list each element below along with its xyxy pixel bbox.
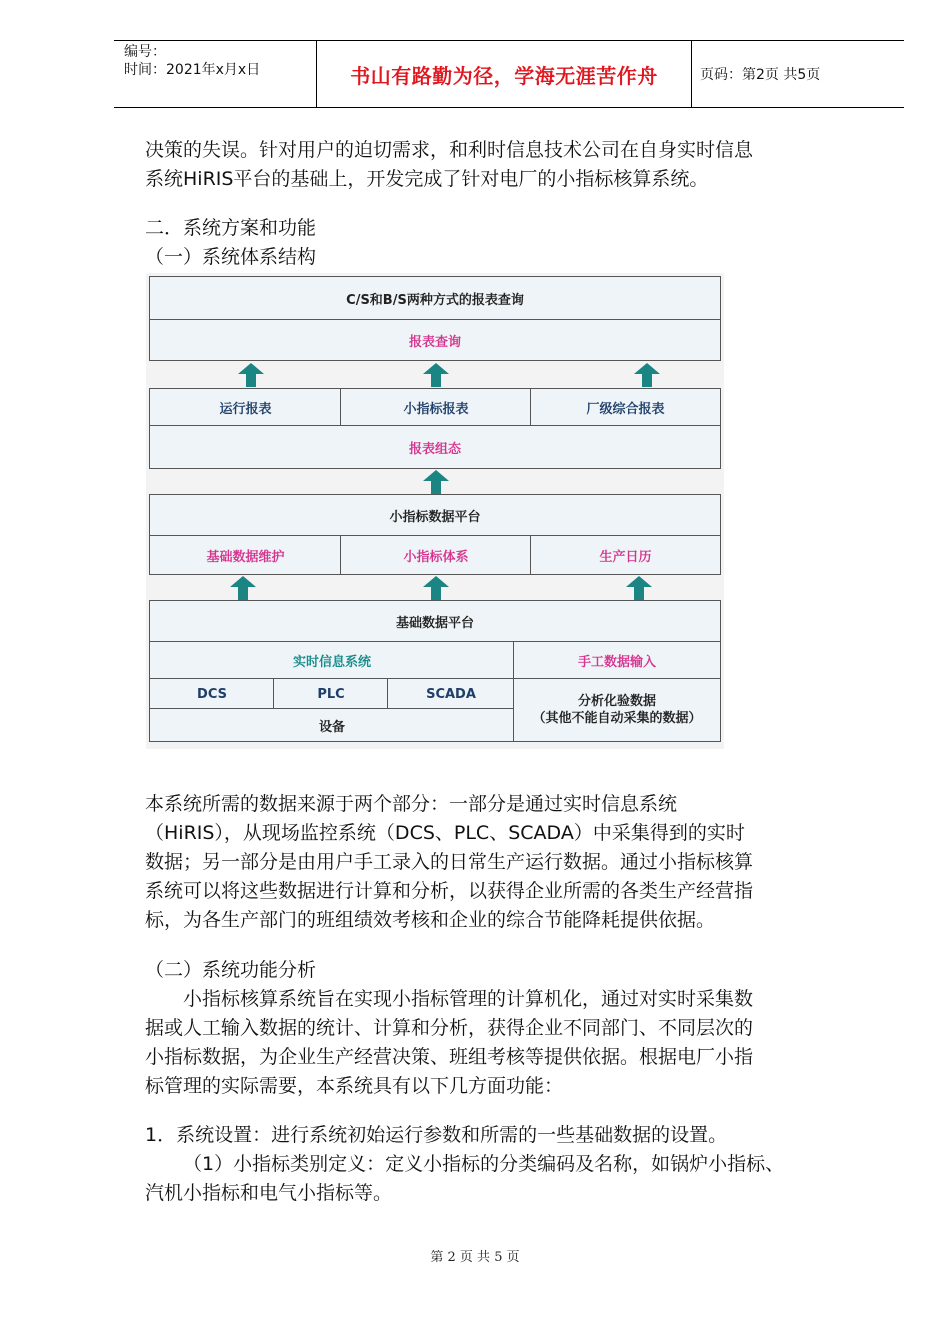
subsection2-heading: （二）系统功能分析 xyxy=(145,959,317,981)
text-line: 小指标核算系统旨在实现小指标管理的计算机化，通过对实时采集数 xyxy=(183,988,754,1010)
diagram-index-system: 小指标体系 xyxy=(340,535,532,575)
diagram-dcs: DCS xyxy=(149,678,275,710)
text-line: （HiRIS），从现场监控系统（DCS、PLC、SCADA）中采集得到的实时 xyxy=(145,822,745,844)
doc-time-label: 时间：2021年x月x日 xyxy=(124,62,261,78)
up-arrow-icon xyxy=(230,576,256,600)
text-line: （1）小指标类别定义：定义小指标的分类编码及名称，如锅炉小指标、 xyxy=(183,1153,785,1175)
text-line: 系统HiRIS平台的基础上，开发完成了针对电厂的小指标核算系统。 xyxy=(145,168,709,190)
text-line: 数据；另一部分是由用户手工录入的日常生产运行数据。通过小指标核算 xyxy=(145,851,754,873)
diagram-device: 设备 xyxy=(149,708,515,742)
diagram-index-report: 小指标报表 xyxy=(340,388,532,426)
page-footer: 第 2 页 共 5 页 xyxy=(430,1250,520,1265)
diagram-plc: PLC xyxy=(273,678,389,710)
text-line: 小指标数据，为企业生产经营决策、班组考核等提供依据。根据电厂小指 xyxy=(145,1046,754,1068)
subsection1-heading: （一）系统体系结构 xyxy=(145,246,317,268)
page-header xyxy=(114,40,904,108)
diagram-scada: SCADA xyxy=(387,678,515,710)
data-source-paragraph xyxy=(145,790,885,935)
up-arrow-icon xyxy=(238,363,264,387)
up-arrow-icon xyxy=(423,470,449,494)
diagram-realtime-system: 实时信息系统 xyxy=(149,641,515,679)
text-line: 决策的失误。针对用户的迫切需求，和利时信息技术公司在自身实时信息 xyxy=(145,139,754,161)
text-line: 标，为各生产部门的班组绩效考核和企业的综合节能降耗提供依据。 xyxy=(145,909,716,931)
diagram-base-maintenance: 基础数据维护 xyxy=(149,535,342,575)
function-analysis xyxy=(145,956,885,1101)
header-motto-cell xyxy=(316,41,692,107)
up-arrow-icon xyxy=(423,576,449,600)
up-arrow-icon xyxy=(423,363,449,387)
text-line: 标管理的实际需要，本系统具有以下几方面功能： xyxy=(145,1075,564,1097)
up-arrow-icon xyxy=(634,363,660,387)
diagram-plant-report: 厂级综合报表 xyxy=(530,388,721,426)
diagram-index-platform: 小指标数据平台 xyxy=(149,494,721,536)
doc-number-label: 编号： xyxy=(124,44,166,60)
text-line: 本系统所需的数据来源于两个部分：一部分是通过实时信息系统 xyxy=(145,793,678,815)
diagram-top-title: C/S和B/S两种方式的报表查询 xyxy=(149,276,721,320)
header-page-cell xyxy=(690,41,904,107)
text-line: 汽机小指标和电气小指标等。 xyxy=(145,1182,393,1204)
section2-heading: 二．系统方案和功能 xyxy=(145,217,317,239)
text-line: 据或人工输入数据的统计、计算和分析，获得企业不同部门、不同层次的 xyxy=(145,1017,754,1039)
diagram-base-platform: 基础数据平台 xyxy=(149,600,721,642)
header-meta xyxy=(114,41,316,107)
text-line: 系统可以将这些数据进行计算和分析，以获得企业所需的各类生产经营指 xyxy=(145,880,754,902)
intro-paragraph xyxy=(145,136,885,194)
header-motto: 书山有路勤为径，学海无涯苦作舟 xyxy=(350,63,658,88)
diagram-lab-data-note: （其他不能自动采集的数据） xyxy=(532,711,702,726)
diagram-lab-data xyxy=(513,678,721,742)
diagram-production-calendar: 生产日历 xyxy=(530,535,721,575)
function-list xyxy=(145,1121,885,1208)
header-page-info: 页码：第2页 共5页 xyxy=(700,67,821,83)
diagram-run-report: 运行报表 xyxy=(149,388,342,426)
up-arrow-icon xyxy=(626,576,652,600)
list-item: 1．系统设置：进行系统初始运行参数和所需的一些基础数据的设置。 xyxy=(145,1124,728,1146)
diagram-manual-input: 手工数据输入 xyxy=(513,641,721,679)
diagram-report-query: 报表查询 xyxy=(149,319,721,361)
diagram-lab-data-title: 分析化验数据 xyxy=(577,694,656,709)
diagram-report-config: 报表组态 xyxy=(149,425,721,469)
architecture-diagram xyxy=(146,273,724,749)
section-heading xyxy=(145,214,885,272)
